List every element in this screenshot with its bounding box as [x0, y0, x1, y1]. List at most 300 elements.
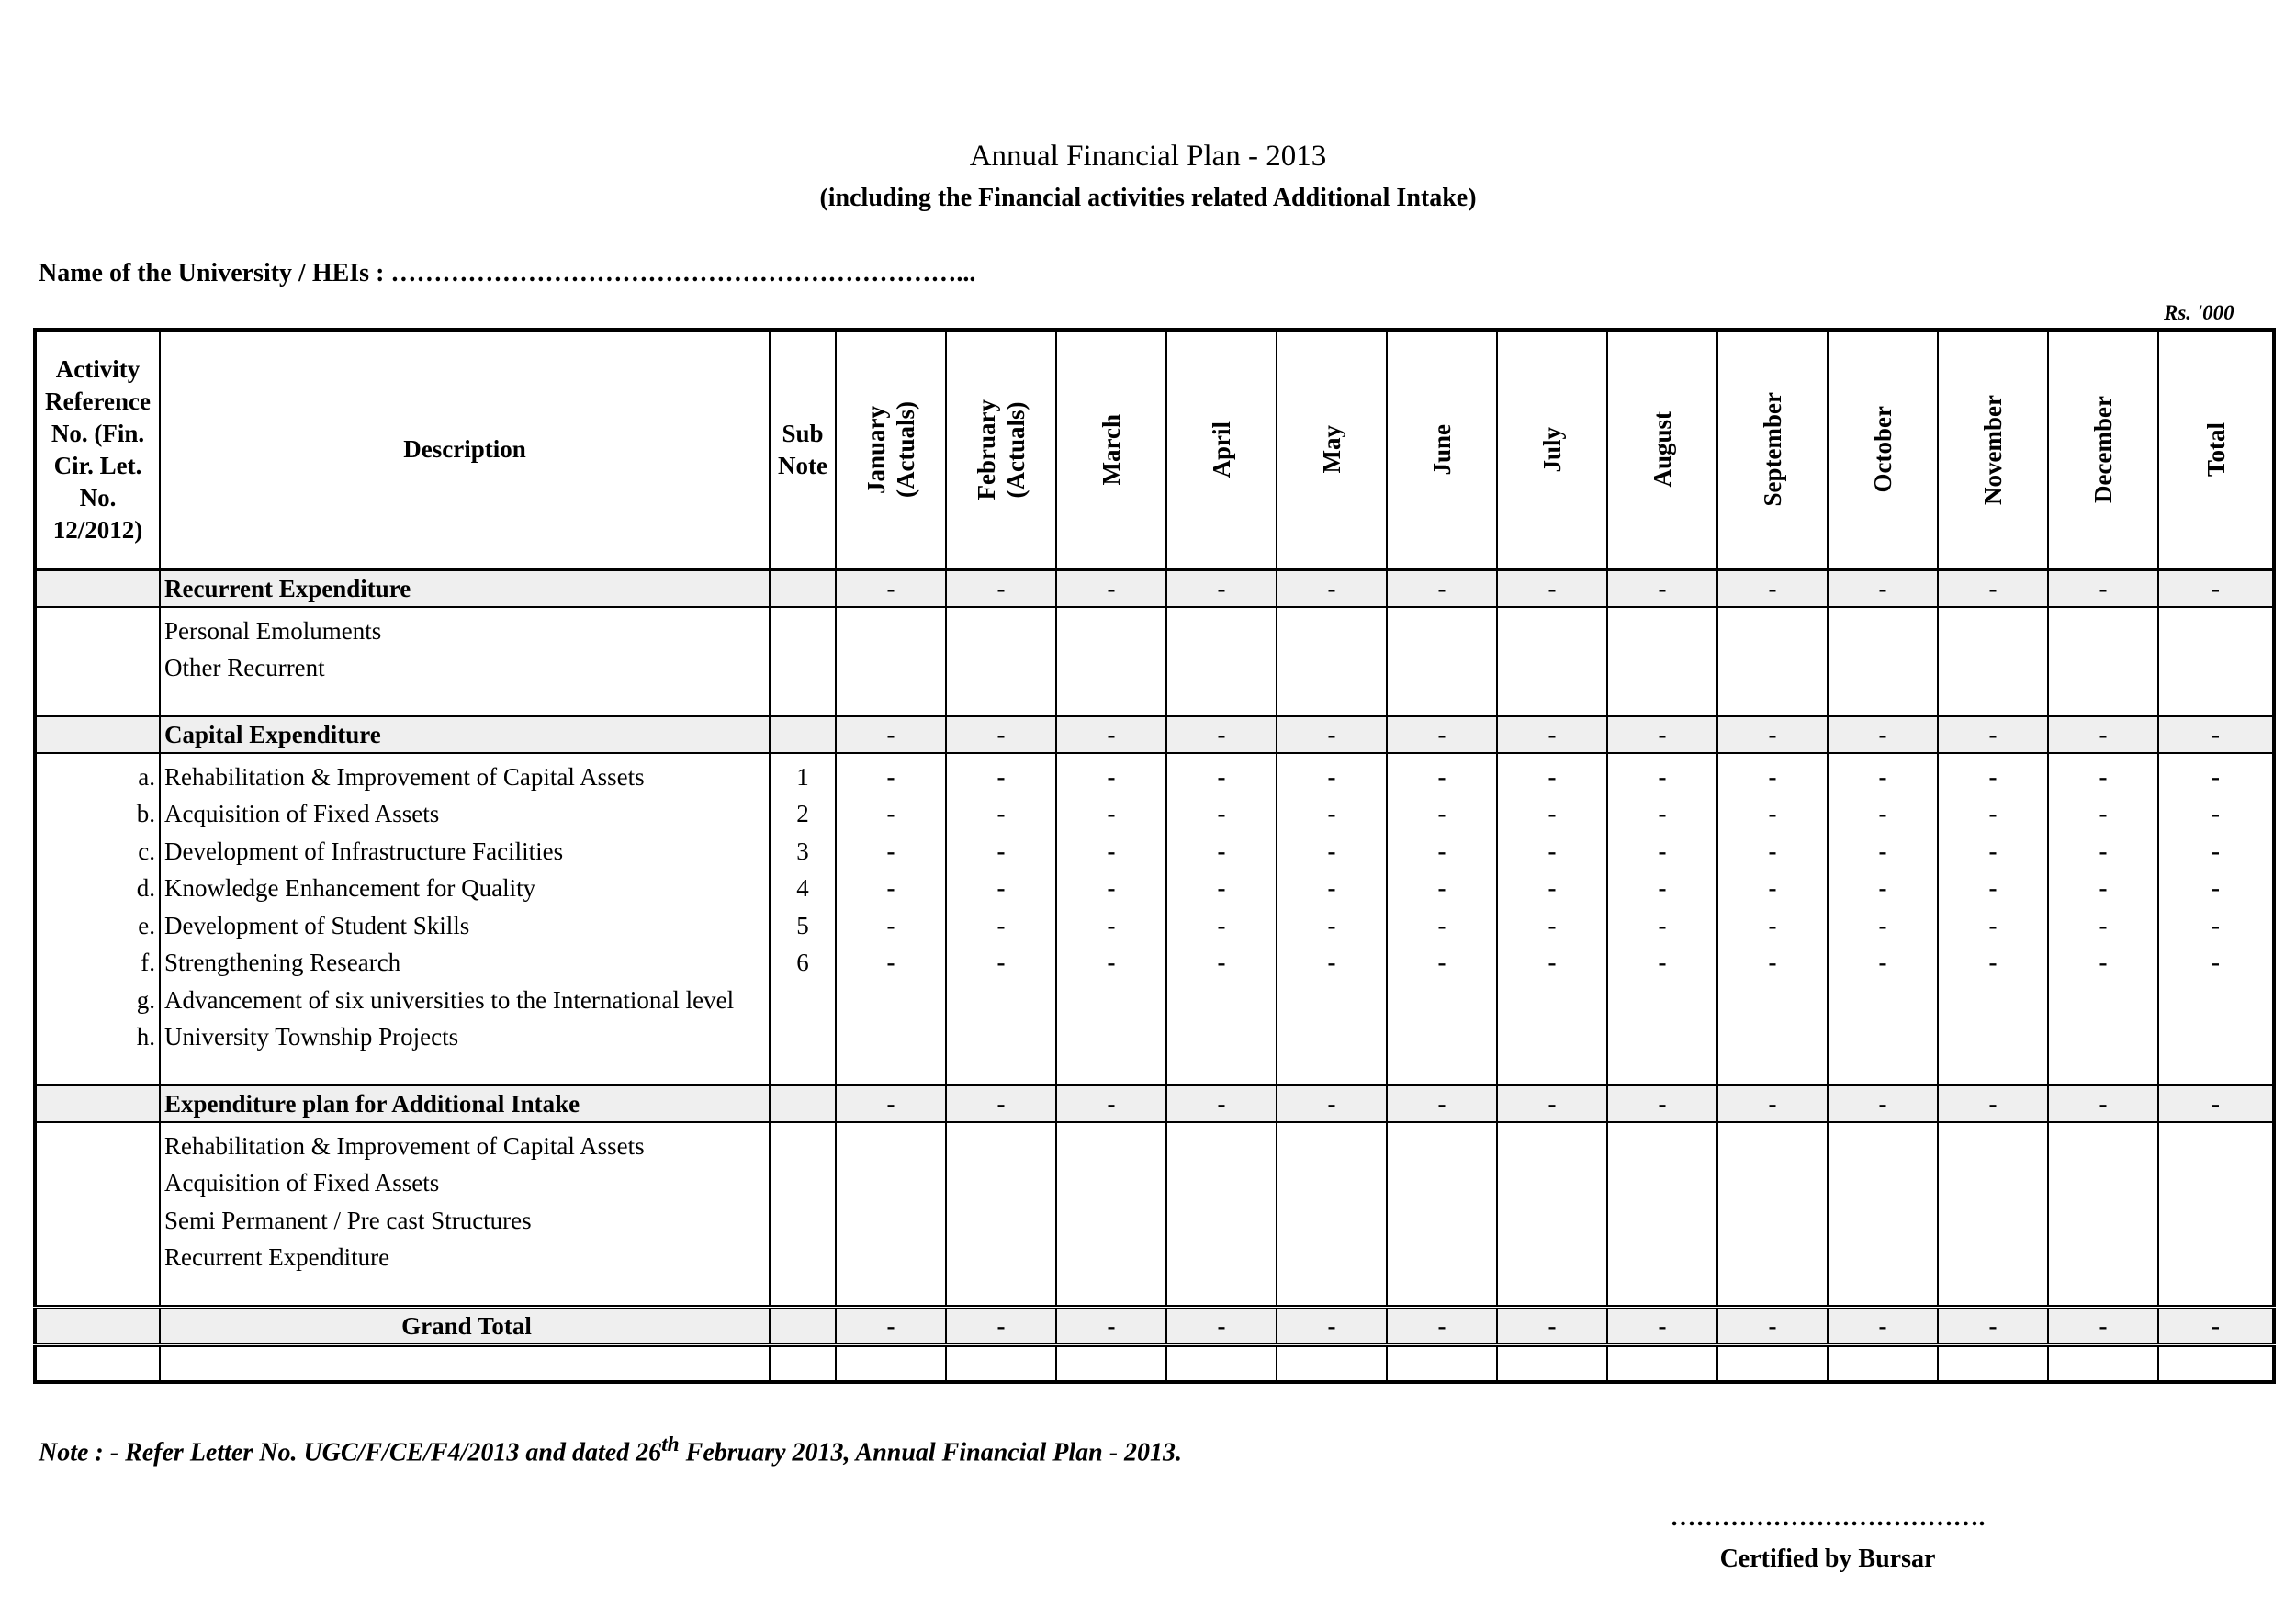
month-value-cell: - — [1938, 940, 2048, 978]
month-value-cell: - — [1717, 828, 1828, 866]
month-value-cell — [1717, 1051, 1828, 1085]
sub-note-cell — [770, 1051, 836, 1085]
description-cell: Rehabilitation & Improvement of Capital Assets — [160, 1122, 770, 1161]
table-row — [35, 1161, 2274, 1198]
month-value-cell: - — [1056, 828, 1166, 866]
month-value-cell — [1056, 1235, 1166, 1273]
month-value-cell — [1166, 977, 1277, 1015]
month-value-cell: - — [1277, 1308, 1387, 1345]
activity-ref-cell — [35, 1197, 160, 1235]
month-value-cell: - — [836, 903, 946, 940]
month-value-cell: - — [1277, 753, 1387, 792]
month-value-cell — [1828, 1345, 1938, 1383]
month-value-cell: - — [1056, 1308, 1166, 1345]
month-value-cell — [1497, 1235, 1607, 1273]
sub-note-cell — [770, 1197, 836, 1235]
month-value-cell — [1497, 607, 1607, 646]
month-value-cell — [2048, 1161, 2158, 1198]
month-value-cell: - — [836, 940, 946, 978]
month-value-cell: - — [2158, 1085, 2274, 1122]
month-value-cell: - — [1387, 569, 1497, 607]
month-value-cell — [1607, 1051, 1717, 1085]
description-cell: Capital Expenditure — [160, 716, 770, 753]
month-value-cell — [2158, 1235, 2274, 1273]
section-row-capital — [35, 716, 2274, 753]
month-value-cell: - — [1056, 1085, 1166, 1122]
month-value-cell — [1497, 1051, 1607, 1085]
table-row — [35, 977, 2274, 1015]
month-value-cell — [836, 977, 946, 1015]
month-value-cell: - — [2158, 792, 2274, 829]
month-value-cell — [1497, 1161, 1607, 1198]
month-value-cell: - — [946, 866, 1056, 904]
month-value-cell — [1056, 1122, 1166, 1161]
month-value-cell — [1938, 1051, 2048, 1085]
month-value-cell: - — [1387, 1085, 1497, 1122]
month-value-cell — [1166, 1161, 1277, 1198]
currency-unit: Rs. '000 — [2164, 301, 2234, 324]
header-month-name: February (Actuals) — [973, 399, 1030, 500]
month-value-cell: - — [1166, 1085, 1277, 1122]
header-month-label — [861, 401, 920, 498]
sub-note-cell — [770, 646, 836, 683]
header-month-label: Total — [2201, 421, 2230, 478]
month-value-cell: - — [1717, 866, 1828, 904]
month-value-cell — [1607, 1161, 1717, 1198]
month-value-cell — [1166, 682, 1277, 716]
month-value-cell — [2158, 1345, 2274, 1383]
month-value-cell: - — [1828, 866, 1938, 904]
header-month-label: May — [1318, 425, 1345, 474]
month-value-cell: - — [1166, 866, 1277, 904]
month-value-cell: - — [2048, 903, 2158, 940]
month-value-cell — [1938, 1272, 2048, 1308]
month-value-cell — [2158, 607, 2274, 646]
month-value-cell — [1387, 1272, 1497, 1308]
month-value-cell: - — [1607, 569, 1717, 607]
month-value-cell: - — [1387, 940, 1497, 978]
month-value-cell: - — [1717, 716, 1828, 753]
month-value-cell: - — [1056, 903, 1166, 940]
header-month-wrap — [2049, 332, 2157, 568]
month-value-cell — [1717, 1161, 1828, 1198]
sub-note-cell: 2 — [770, 792, 836, 829]
month-value-cell — [946, 1122, 1056, 1161]
activity-ref-cell: c. — [35, 828, 160, 866]
month-value-cell — [836, 1235, 946, 1273]
month-value-cell — [1938, 1235, 2048, 1273]
month-value-cell — [1277, 1197, 1387, 1235]
month-value-cell — [2048, 1345, 2158, 1383]
month-value-cell — [2158, 1122, 2274, 1161]
header-month-wrap — [1277, 332, 1386, 568]
spacer-row — [35, 682, 2274, 716]
header-month-wrap — [1057, 332, 1165, 568]
activity-ref-cell — [35, 1161, 160, 1198]
month-value-cell — [1717, 682, 1828, 716]
description-cell: Other Recurrent — [160, 646, 770, 683]
activity-ref-cell — [35, 1085, 160, 1122]
month-value-cell — [2158, 1051, 2274, 1085]
month-value-cell: - — [946, 716, 1056, 753]
month-value-cell — [1828, 607, 1938, 646]
month-value-cell — [2048, 1272, 2158, 1308]
month-value-cell: - — [1828, 1085, 1938, 1122]
month-value-cell: - — [1277, 866, 1387, 904]
month-value-cell — [1387, 646, 1497, 683]
month-value-cell: - — [1497, 1308, 1607, 1345]
header-description: Description — [160, 330, 770, 569]
month-value-cell — [1717, 1272, 1828, 1308]
month-value-cell — [836, 1015, 946, 1052]
month-value-cell — [1938, 682, 2048, 716]
month-value-cell: - — [946, 569, 1056, 607]
month-value-cell: - — [1056, 716, 1166, 753]
table-body — [35, 569, 2274, 1382]
sub-note-cell: 1 — [770, 753, 836, 792]
month-value-cell — [1607, 977, 1717, 1015]
month-value-cell — [1828, 1122, 1938, 1161]
month-value-cell: - — [1277, 792, 1387, 829]
month-value-cell — [2158, 1015, 2274, 1052]
header-month-label: March — [1097, 413, 1125, 486]
month-value-cell: - — [1497, 1085, 1607, 1122]
month-value-cell: - — [1497, 828, 1607, 866]
month-value-cell — [1938, 1345, 2048, 1383]
sub-note-cell: 6 — [770, 940, 836, 978]
month-value-cell: - — [1938, 753, 2048, 792]
description-cell: Expenditure plan for Additional Intake — [160, 1085, 770, 1122]
month-value-cell — [1387, 1197, 1497, 1235]
month-value-cell: - — [836, 753, 946, 792]
month-value-cell — [2048, 1122, 2158, 1161]
month-value-cell — [1387, 682, 1497, 716]
table-row — [35, 903, 2274, 940]
month-value-cell — [1607, 1272, 1717, 1308]
header-month-label: November — [1979, 394, 2007, 505]
activity-ref-cell — [35, 1272, 160, 1308]
month-value-cell: - — [1828, 1308, 1938, 1345]
month-value-cell: - — [1387, 903, 1497, 940]
activity-ref-cell — [35, 1308, 160, 1345]
header-month — [1387, 330, 1497, 569]
signature-line: ………………………………. — [1670, 1503, 1986, 1532]
description-cell — [160, 682, 770, 716]
month-value-cell — [1277, 1272, 1387, 1308]
month-value-cell: - — [1607, 1085, 1717, 1122]
month-value-cell: - — [1828, 903, 1938, 940]
header-month-label: June — [1428, 423, 1456, 476]
month-value-cell: - — [1938, 866, 2048, 904]
month-value-cell — [1056, 1015, 1166, 1052]
activity-ref-cell — [35, 1345, 160, 1383]
month-value-cell — [836, 682, 946, 716]
month-value-cell — [1277, 1345, 1387, 1383]
header-month — [2048, 330, 2158, 569]
month-value-cell: - — [1938, 569, 2048, 607]
month-value-cell — [1497, 1122, 1607, 1161]
footnote-text-end: February 2013, Annual Financial Plan - 2013. — [679, 1438, 1183, 1467]
month-value-cell — [946, 1345, 1056, 1383]
month-value-cell — [1166, 1015, 1277, 1052]
month-value-cell: - — [946, 753, 1056, 792]
activity-ref-cell — [35, 607, 160, 646]
sub-note-cell — [770, 1345, 836, 1383]
month-value-cell — [1938, 1122, 2048, 1161]
header-month — [1938, 330, 2048, 569]
month-value-cell — [1497, 646, 1607, 683]
month-value-cell — [1387, 1235, 1497, 1273]
section-row-additional-intake — [35, 1085, 2274, 1122]
table-row — [35, 792, 2274, 829]
month-value-cell: - — [1387, 792, 1497, 829]
description-cell: Acquisition of Fixed Assets — [160, 1161, 770, 1198]
description-cell: Advancement of six universities to the International level — [160, 977, 770, 1015]
month-value-cell — [2158, 1197, 2274, 1235]
description-cell: Recurrent Expenditure — [160, 1235, 770, 1273]
table-row — [35, 1197, 2274, 1235]
month-value-cell — [1828, 1051, 1938, 1085]
month-value-cell: - — [2158, 1308, 2274, 1345]
sub-note-cell — [770, 682, 836, 716]
month-value-cell: - — [1056, 792, 1166, 829]
month-value-cell: - — [2158, 828, 2274, 866]
month-value-cell: - — [2048, 753, 2158, 792]
grand-total-row — [35, 1308, 2274, 1345]
month-value-cell — [2158, 1272, 2274, 1308]
month-value-cell: - — [836, 792, 946, 829]
month-value-cell — [1387, 1161, 1497, 1198]
month-value-cell — [1277, 1161, 1387, 1198]
header-month — [946, 330, 1056, 569]
month-value-cell: - — [1497, 903, 1607, 940]
month-value-cell: - — [2048, 940, 2158, 978]
activity-ref-cell: h. — [35, 1015, 160, 1052]
month-value-cell — [1607, 1235, 1717, 1273]
month-value-cell — [1497, 682, 1607, 716]
header-month — [1277, 330, 1387, 569]
month-value-cell — [2048, 1051, 2158, 1085]
month-value-cell — [1387, 1015, 1497, 1052]
month-value-cell: - — [1938, 1308, 2048, 1345]
description-cell: University Township Projects — [160, 1015, 770, 1052]
month-value-cell: - — [1607, 792, 1717, 829]
table-row — [35, 1235, 2274, 1273]
month-value-cell — [946, 977, 1056, 1015]
month-value-cell — [1717, 1235, 1828, 1273]
description-cell: Development of Student Skills — [160, 903, 770, 940]
sub-note-cell — [770, 1015, 836, 1052]
month-value-cell — [1607, 682, 1717, 716]
sub-note-cell: 4 — [770, 866, 836, 904]
header-month-name: January (Actuals) — [862, 401, 919, 498]
month-value-cell: - — [1387, 753, 1497, 792]
month-value-cell — [1607, 1345, 1717, 1383]
month-value-cell — [836, 646, 946, 683]
activity-ref-cell: a. — [35, 753, 160, 792]
month-value-cell — [1056, 607, 1166, 646]
month-value-cell: - — [1056, 940, 1166, 978]
table-row — [35, 1015, 2274, 1052]
description-cell: Rehabilitation & Improvement of Capital Assets — [160, 753, 770, 792]
month-value-cell — [836, 1272, 946, 1308]
month-value-cell: - — [946, 1085, 1056, 1122]
month-value-cell: - — [1828, 792, 1938, 829]
month-value-cell — [1166, 1197, 1277, 1235]
table-row — [35, 866, 2274, 904]
month-value-cell — [946, 1015, 1056, 1052]
month-value-cell: - — [836, 716, 946, 753]
spacer-row — [35, 1051, 2274, 1085]
month-value-cell — [1717, 607, 1828, 646]
month-value-cell — [2158, 682, 2274, 716]
header-row — [35, 330, 2274, 569]
month-value-cell: - — [1497, 792, 1607, 829]
month-value-cell: - — [836, 1308, 946, 1345]
month-value-cell: - — [1387, 866, 1497, 904]
activity-ref-cell: g. — [35, 977, 160, 1015]
header-month-label: December — [2089, 396, 2117, 503]
month-value-cell: - — [1166, 792, 1277, 829]
month-value-cell — [2048, 1197, 2158, 1235]
activity-ref-cell: f. — [35, 940, 160, 978]
activity-ref-cell — [35, 1051, 160, 1085]
month-value-cell — [1828, 1197, 1938, 1235]
month-value-cell — [1717, 646, 1828, 683]
month-value-cell — [1387, 1122, 1497, 1161]
month-value-cell — [1277, 646, 1387, 683]
sub-note-cell — [770, 1085, 836, 1122]
month-value-cell: - — [1828, 716, 1938, 753]
month-value-cell — [1938, 1161, 2048, 1198]
table-row — [35, 607, 2274, 646]
month-value-cell — [1166, 1051, 1277, 1085]
financial-plan-table — [33, 328, 2276, 1384]
month-value-cell — [946, 607, 1056, 646]
header-month-label: July — [1538, 426, 1566, 473]
document-title: Annual Financial Plan - 2013 — [969, 140, 1327, 173]
sub-note-cell — [770, 1235, 836, 1273]
header-month-wrap — [1388, 332, 1496, 568]
month-value-cell — [1938, 977, 2048, 1015]
month-value-cell — [1277, 1051, 1387, 1085]
table-row — [35, 828, 2274, 866]
month-value-cell: - — [1277, 569, 1387, 607]
month-value-cell: - — [1387, 716, 1497, 753]
activity-ref-cell — [35, 569, 160, 607]
month-value-cell — [1166, 646, 1277, 683]
month-value-cell — [1056, 646, 1166, 683]
header-month-wrap — [1939, 332, 2047, 568]
month-value-cell — [1277, 1015, 1387, 1052]
sub-note-cell — [770, 1161, 836, 1198]
month-value-cell: - — [1828, 940, 1938, 978]
month-value-cell — [1387, 1051, 1497, 1085]
activity-ref-cell — [35, 1122, 160, 1161]
month-value-cell — [2048, 646, 2158, 683]
month-value-cell: - — [2158, 866, 2274, 904]
month-value-cell — [2158, 646, 2274, 683]
month-value-cell — [1166, 1235, 1277, 1273]
month-value-cell — [1938, 646, 2048, 683]
month-value-cell: - — [2158, 753, 2274, 792]
month-value-cell: - — [1607, 903, 1717, 940]
month-value-cell — [1166, 1272, 1277, 1308]
month-value-cell: - — [1166, 940, 1277, 978]
month-value-cell — [836, 1161, 946, 1198]
header-month — [836, 330, 946, 569]
month-value-cell — [1277, 1235, 1387, 1273]
month-value-cell — [1497, 1015, 1607, 1052]
header-month — [1717, 330, 1828, 569]
month-value-cell — [1497, 977, 1607, 1015]
month-value-cell: - — [946, 828, 1056, 866]
month-value-cell — [1387, 977, 1497, 1015]
month-value-cell: - — [1607, 753, 1717, 792]
month-value-cell: - — [1938, 828, 2048, 866]
header-month-wrap — [1718, 332, 1827, 568]
month-value-cell: - — [946, 903, 1056, 940]
activity-ref-cell: d. — [35, 866, 160, 904]
month-value-cell — [946, 1272, 1056, 1308]
month-value-cell: - — [1828, 828, 1938, 866]
month-value-cell: - — [1277, 1085, 1387, 1122]
activity-ref-cell — [35, 646, 160, 683]
month-value-cell — [1497, 1197, 1607, 1235]
sub-note-cell — [770, 607, 836, 646]
sub-note-cell: 3 — [770, 828, 836, 866]
header-month — [1166, 330, 1277, 569]
month-value-cell — [1056, 1345, 1166, 1383]
month-value-cell: - — [1717, 569, 1828, 607]
header-month-wrap — [947, 332, 1055, 568]
month-value-cell — [1277, 977, 1387, 1015]
month-value-cell — [836, 607, 946, 646]
month-value-cell — [946, 1051, 1056, 1085]
month-value-cell — [1717, 1015, 1828, 1052]
month-value-cell — [946, 682, 1056, 716]
month-value-cell: - — [1717, 1085, 1828, 1122]
month-value-cell: - — [1717, 1308, 1828, 1345]
month-value-cell: - — [1607, 716, 1717, 753]
month-value-cell — [1277, 607, 1387, 646]
month-value-cell — [1387, 607, 1497, 646]
month-value-cell: - — [2048, 828, 2158, 866]
month-value-cell — [2048, 977, 2158, 1015]
description-cell: Development of Infrastructure Facilities — [160, 828, 770, 866]
month-value-cell: - — [2158, 940, 2274, 978]
table-row — [35, 753, 2274, 792]
month-value-cell: - — [2158, 569, 2274, 607]
description-cell: Personal Emoluments — [160, 607, 770, 646]
month-value-cell: - — [836, 569, 946, 607]
header-month-label — [972, 399, 1030, 500]
month-value-cell — [1938, 1197, 2048, 1235]
month-value-cell: - — [1387, 1308, 1497, 1345]
header-month-wrap — [1167, 332, 1276, 568]
header-month-label: April — [1208, 421, 1235, 478]
month-value-cell: - — [1717, 903, 1828, 940]
month-value-cell — [2048, 682, 2158, 716]
month-value-cell — [1828, 977, 1938, 1015]
description-cell: Strengthening Research — [160, 940, 770, 978]
month-value-cell — [1166, 1122, 1277, 1161]
activity-ref-cell — [35, 1235, 160, 1273]
month-value-cell — [1828, 1015, 1938, 1052]
month-value-cell — [1166, 1345, 1277, 1383]
header-month-label: October — [1869, 406, 1896, 493]
month-value-cell: - — [2048, 1308, 2158, 1345]
